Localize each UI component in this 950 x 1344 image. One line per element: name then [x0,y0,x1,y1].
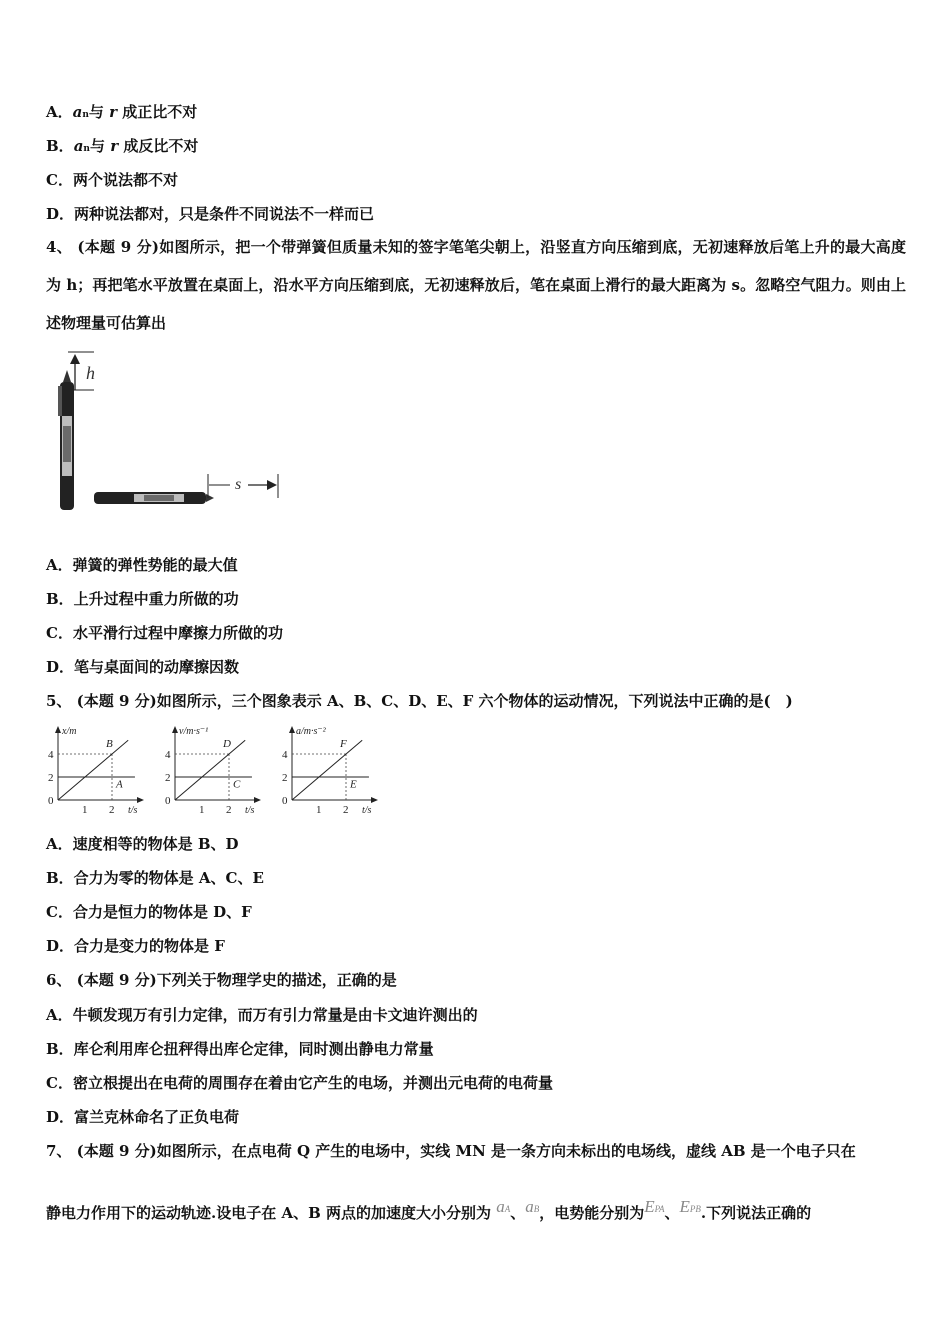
q6-option-c: C．密立根提出在电荷的周围存在着由它产生的电场，并测出元电荷的电荷量 [46,1074,553,1092]
series-label-upper: B [106,738,113,751]
q5-option-c: C．合力是恒力的物体是 D、F [46,903,252,921]
x-tick-label: 1 [82,804,88,816]
q3-option-c: C．两个说法都不对 [46,171,178,189]
q3-option-d: D．两种说法都对，只是条件不同说法不一样而已 [46,205,375,223]
y-axis-arrow [172,726,178,733]
vertical-pen [58,370,74,510]
horizontal-pen [94,492,214,504]
q4-stem: 4、 (本题 9 分)如图所示，把一个带弹簧但质量未知的签字笔笔尖朝上，沿竖直方向压缩到底，无初速释放后笔上升的最大高度为 h；再把笔水平放置在桌面上，沿水平方向压缩到底，无初速释放后，笔在桌面上滑行的最大距离为 s。忽略空气阻力。则由上述物理量可估算出 [46,238,906,332]
q5-graphs [46,722,396,822]
y-tick-label: 4 [165,749,171,761]
x-axis-arrow [137,797,144,803]
series-B [58,740,128,800]
q5-graph-1 [46,722,156,822]
y-tick-label: 0 [165,795,171,807]
x-axis-arrow [371,797,378,803]
svg-text:h: h [86,363,95,383]
x-tick-label: 1 [199,804,205,816]
q7-stem-line2: 静电力作用下的运动轨迹.设电子在 A、B 两点的加速度大小分别为 aA、aB，电势能分别为EPA、EPB.下列说法正确的 [46,1197,812,1222]
q6-option-a: A．牛顿发现万有引力定律，而万有引力常量是由卡文迪许测出的 [46,1006,478,1024]
q6-option-b: B．库仑利用库仑扭秤得出库仑定律，同时测出静电力常量 [46,1040,434,1058]
x-axis-label: t/s [128,805,138,816]
y-axis-label: v/m·s⁻¹ [179,726,209,737]
q5-graph-2 [163,722,273,822]
y-tick-label: 2 [282,772,288,784]
y-tick-label: 2 [165,772,171,784]
y-axis-arrow [289,726,295,733]
q4-option-d: D．笔与桌面间的动摩擦因数 [46,658,240,676]
q6-stem: 6、 (本题 9 分)下列关于物理学史的描述，正确的是 [46,971,397,989]
y-axis-label: a/m·s⁻² [296,726,326,737]
q5-option-b: B．合力为零的物体是 A、C、E [46,869,264,887]
x-tick-label: 2 [226,804,232,816]
svg-text:s: s [235,476,242,493]
distance-arrow [208,474,278,498]
series-F [292,740,362,800]
x-tick-label: 2 [343,804,349,816]
q4-option-b: B．上升过程中重力所做的功 [46,590,239,608]
x-tick-label: 1 [316,804,322,816]
y-tick-label: 4 [48,749,54,761]
q4-option-c: C．水平滑行过程中摩擦力所做的功 [46,624,283,642]
q5-stem: 5、 (本题 9 分)如图所示，三个图象表示 A、B、C、D、E、F 六个物体的运动情况，下列说法中正确的是( ) [46,692,793,710]
q6-option-d: D．富兰克林命名了正负电荷 [46,1108,240,1126]
x-axis-label: t/s [245,805,255,816]
x-axis-arrow [254,797,261,803]
q4-option-a: A．弹簧的弹性势能的最大值 [46,556,238,574]
q5-option-a: A．速度相等的物体是 B、D [46,835,239,853]
series-label-upper: F [340,738,347,751]
y-tick-label: 4 [282,749,288,761]
accel-a-symbol: aA [496,1197,511,1216]
energy-b-symbol: EPB [679,1197,701,1216]
series-label-lower: A [116,778,123,791]
q7-stem-line1: 7、 (本题 9 分)如图所示，在点电荷 Q 产生的电场中，实线 MN 是一条方向未标出的电场线，虚线 AB 是一个电子只在 [46,1142,856,1160]
accel-b-symbol: aB [525,1197,540,1216]
energy-a-symbol: EPA [644,1197,665,1216]
y-axis-label: x/m [62,726,77,737]
series-label-lower: E [350,778,357,791]
series-D [175,740,245,800]
y-tick-label: 2 [48,772,54,784]
x-axis-label: t/s [362,805,372,816]
x-tick-label: 2 [109,804,115,816]
series-label-upper: D [223,738,231,751]
q5-graph-3 [280,722,390,822]
y-axis-arrow [55,726,61,733]
y-tick-label: 0 [48,795,54,807]
q5-option-d: D．合力是变力的物体是 F [46,937,225,955]
pen-figure [46,346,296,516]
q3-option-b: B．an与 r 成反比不对 [46,137,199,155]
y-tick-label: 0 [282,795,288,807]
q3-option-a: A．an与 r 成正比不对 [46,103,198,121]
series-label-lower: C [233,778,241,791]
